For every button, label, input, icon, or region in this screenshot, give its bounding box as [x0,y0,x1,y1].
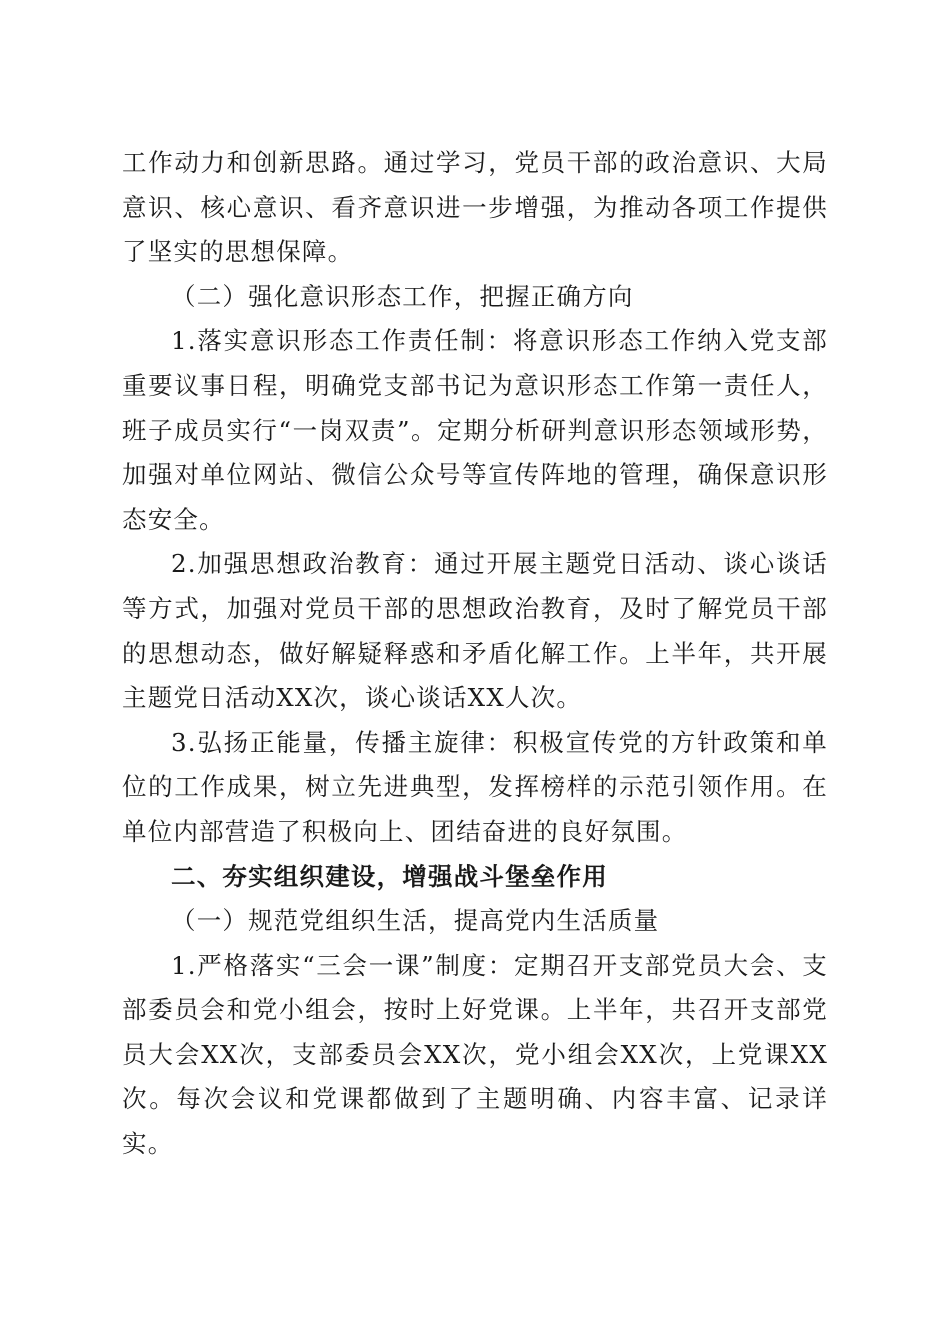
subheading-party-life: （一）规范党组织生活，提高党内生活质量 [171,906,660,936]
document-body [122,141,828,1167]
paragraph-positive-energy: 3.弘扬正能量，传播主旋律：积极宣传党的方针政策和单位的工作成果，树立先进典型，发挥榜样的示范引领作用。在单位内部营造了积极向上、团结奋进的良好氛围。 [122,727,828,846]
paragraph-responsibility-system: 1.落实意识形态工作责任制：将意识形态工作纳入党支部重要议事日程，明确党支部书记为意识形态工作第一责任人，班子成员实行“一岗双责”。定期分析研判意识形态领域形势，加强对单位网站、微信公众号等宣传阵地的管理，确保意识形态安全。 [122,326,828,534]
paragraph-political-education: 2.加强思想政治教育：通过开展主题党日活动、谈心谈话等方式，加强对党员干部的思想政治教育，及时了解党员干部的思想动态，做好解疑释惑和矛盾化解工作。上半年，共开展主题党日活动XX次，谈心谈话XX人次。 [122,549,828,713]
section-heading-organization: 二、夯实组织建设，增强战斗堡垒作用 [171,861,608,891]
subheading-ideology-work: （二）强化意识形态工作，把握正确方向 [171,281,634,311]
paragraph-continued: 工作动力和创新思路。通过学习，党员干部的政治意识、大局意识、核心意识、看齐意识进一步增强，为推动各项工作提供了坚实的思想保障。 [122,148,828,267]
paragraph-three-meetings: 1.严格落实“三会一课”制度：定期召开支部党员大会、支部委员会和党小组会，按时上好党课。上半年，共召开支部党员大会XX次，支部委员会XX次，党小组会XX次，上党课XX次。每次会议和党课都做到了主题明确、内容丰富、记录详实。 [122,950,828,1159]
